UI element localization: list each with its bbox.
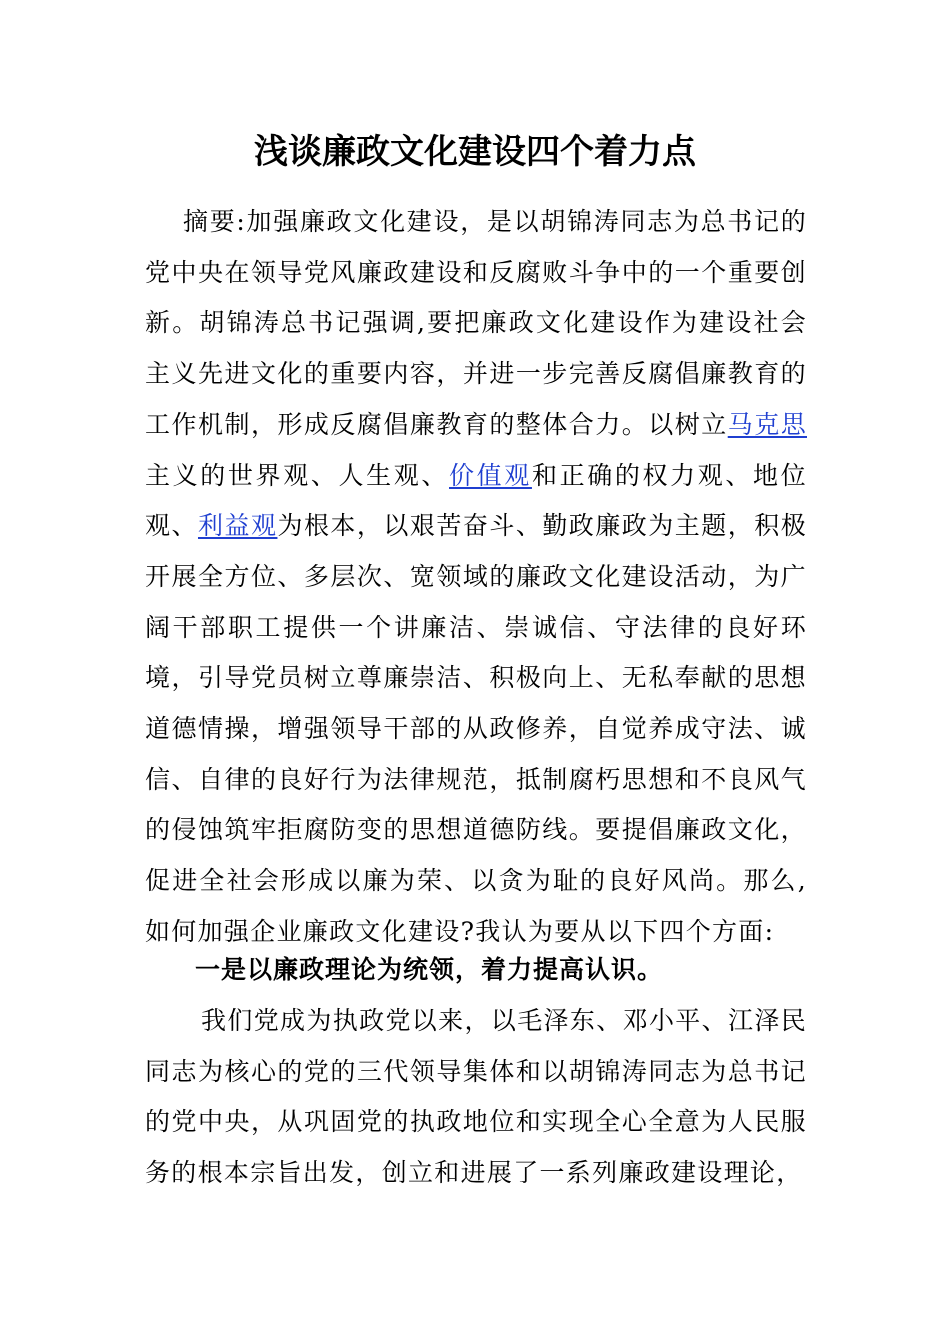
link-marx[interactable]: 马克思 xyxy=(727,409,807,439)
abstract-text-4: 为根本，以艰苦奋斗、勤政廉政为主题，积极开展全方位、多层次、宽领域的廉政文化建设活动，为广阔干部职工提供一个讲廉洁、崇诚信、守法律的良好环境，引导党员树立尊廉崇洁、积极向上、无私奉献的思想道德情操，增强领导干部的从政修养，自觉养成守法、诚信、自律的良好行为法律规范，抵制腐朽思想和不良风气的侵蚀筑牢拒腐防变的思想道德防线。要提倡廉政文化，促进全社会形成以廉为荣、以贪为耻的良好风尚。那么,如何加强企业廉政文化建设?我认为要从以下四个方面: xyxy=(145,511,807,946)
abstract-paragraph xyxy=(145,197,807,958)
abstract-text-1: 摘要:加强廉政文化建设，是以胡锦涛同志为总书记的党中央在领导党风廉政建设和反腐败斗争中的一个重要创新。胡锦涛总书记强调,要把廉政文化建设作为建设社会主义先进文化的重要内容，并进一步完善反腐倡廉教育的工作机制，形成反腐倡廉教育的整体合力。以树立 xyxy=(145,207,807,439)
section-heading-1: 一是以廉政理论为统领，着力提高认识。 xyxy=(195,955,664,984)
abstract-text-3: 和正确的权力观、地位观、 xyxy=(145,460,807,541)
link-values[interactable]: 价值观 xyxy=(449,460,532,490)
link-interests[interactable]: 利益观 xyxy=(197,511,278,541)
abstract-text-2: 主义的世界观、人生观、 xyxy=(145,460,450,490)
document-title: 浅谈廉政文化建设四个着力点 xyxy=(254,132,696,172)
section-1-paragraph: 我们党成为执政党以来，以毛泽东、邓小平、江泽民同志为核心的党的三代领导集体和以胡锦涛同志为总书记的党中央，从巩固党的执政地位和实现全心全意为人民服务的根本宗旨出发，创立和进展了一系列廉政建设理论， xyxy=(145,1006,807,1188)
